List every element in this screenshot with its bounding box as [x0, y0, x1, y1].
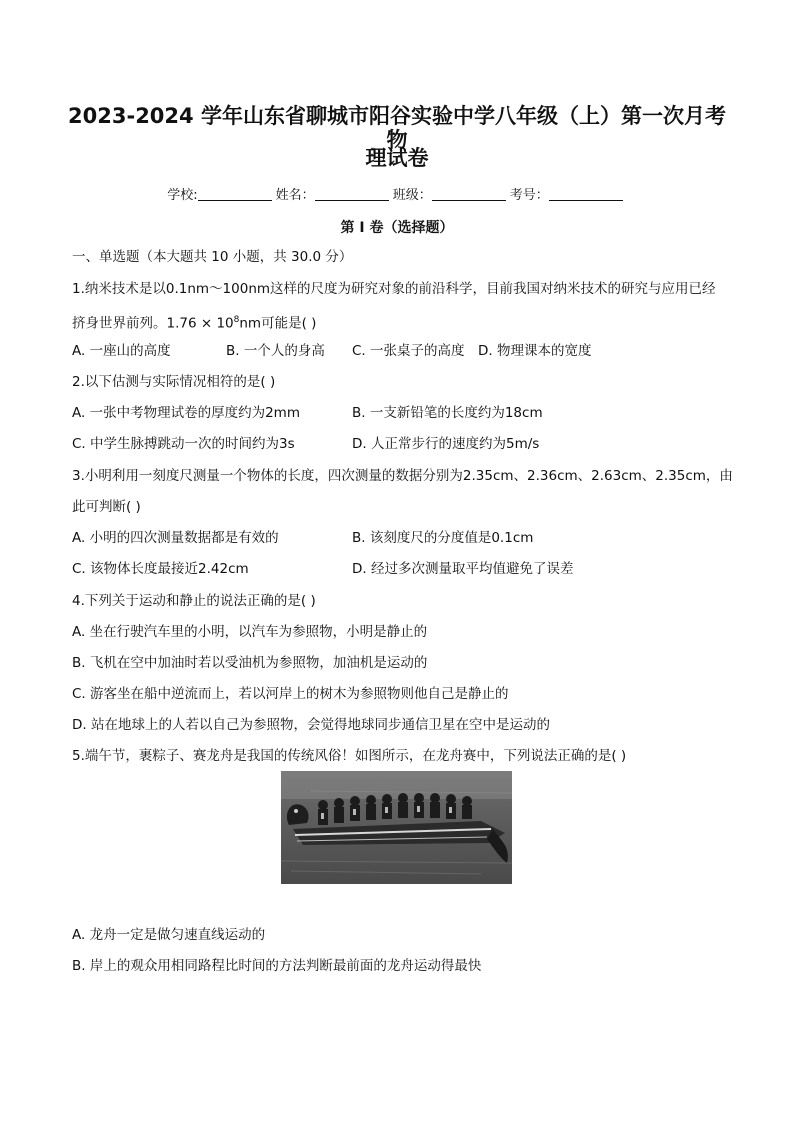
q5-stem: 5.端午节，裹粽子、赛龙舟是我国的传统风俗！如图所示，在龙舟赛中，下列说法正确的是( )	[72, 748, 627, 764]
dragon-boat-photo	[281, 771, 512, 884]
q3-option-d[interactable]: D. 经过多次测量取平均值避免了误差	[352, 561, 574, 577]
name-blank[interactable]	[315, 187, 389, 201]
class-blank[interactable]	[432, 187, 506, 201]
exam-title-line2: 理试卷	[365, 146, 429, 170]
class-label: 班级：	[392, 188, 432, 203]
q1-option-b[interactable]: B. 一个人的身高	[226, 343, 325, 359]
q2-option-d[interactable]: D. 人正常步行的速度约为5m/s	[352, 436, 540, 452]
q4-option-c[interactable]: C. 游客坐在船中逆流而上，若以河岸上的树木为参照物则他自己是静止的	[72, 686, 509, 702]
school-blank[interactable]	[198, 187, 272, 201]
exam-title-line1: 2023-2024 学年山东省聊城市阳谷实验中学八年级（上）第一次月考物	[68, 104, 726, 152]
section-title: 第 I 卷（选择题）	[340, 220, 454, 236]
q1-option-a[interactable]: A. 一座山的高度	[72, 343, 171, 359]
q4-stem: 4.下列关于运动和静止的说法正确的是( )	[72, 593, 316, 609]
q2-option-a[interactable]: A. 一张中考物理试卷的厚度约为2mm	[72, 405, 300, 421]
q3-stem-line1: 3.小明利用一刻度尺测量一个物体的长度，四次测量的数据分别为2.35cm、2.36cm、2.63cm、2.35cm，由	[72, 468, 733, 484]
q4-option-a[interactable]: A. 坐在行驶汽车里的小明，以汽车为参照物，小明是静止的	[72, 624, 428, 640]
school-label: 学校:	[167, 188, 198, 203]
number-label: 考号：	[509, 188, 549, 203]
number-blank[interactable]	[549, 187, 623, 201]
q1-stem-line2	[72, 310, 316, 334]
q2-option-b[interactable]: B. 一支新铅笔的长度约为18cm	[352, 405, 543, 421]
q2-stem: 2.以下估测与实际情况相符的是( )	[72, 374, 276, 390]
q1-exponent: 8	[233, 315, 240, 325]
q1-option-d[interactable]: D. 物理课本的宽度	[478, 343, 592, 359]
q3-option-b[interactable]: B. 该刻度尺的分度值是0.1cm	[352, 530, 534, 546]
q2-option-c[interactable]: C. 中学生脉搏跳动一次的时间约为3s	[72, 436, 295, 452]
q1-stem-line2b: nm可能是( )	[239, 315, 317, 332]
q1-stem-line2a: 挤身世界前列。1.76 × 10	[72, 315, 234, 332]
part-heading: 一、单选题（本大题共 10 小题，共 30.0 分）	[72, 249, 353, 265]
q5-option-a[interactable]: A. 龙舟一定是做匀速直线运动的	[72, 927, 266, 943]
q5-option-b[interactable]: B. 岸上的观众用相同路程比时间的方法判断最前面的龙舟运动得最快	[72, 958, 482, 974]
q1-stem-line1: 1.纳米技术是以0.1nm～100nm这样的尺度为研究对象的前沿科学，目前我国对纳米技术的研究与应用已经	[72, 281, 716, 297]
q4-option-d[interactable]: D. 站在地球上的人若以自己为参照物，会觉得地球同步通信卫星在空中是运动的	[72, 717, 550, 733]
name-label: 姓名：	[275, 188, 315, 203]
q3-option-a[interactable]: A. 小明的四次测量数据都是有效的	[72, 530, 279, 546]
q4-option-b[interactable]: B. 飞机在空中加油时若以受油机为参照物，加油机是运动的	[72, 655, 428, 671]
q1-option-c[interactable]: C. 一张桌子的高度	[352, 343, 465, 359]
q3-option-c[interactable]: C. 该物体长度最接近2.42cm	[72, 561, 249, 577]
student-info-row	[0, 186, 794, 206]
q3-stem-line2: 此可判断( )	[72, 499, 141, 515]
